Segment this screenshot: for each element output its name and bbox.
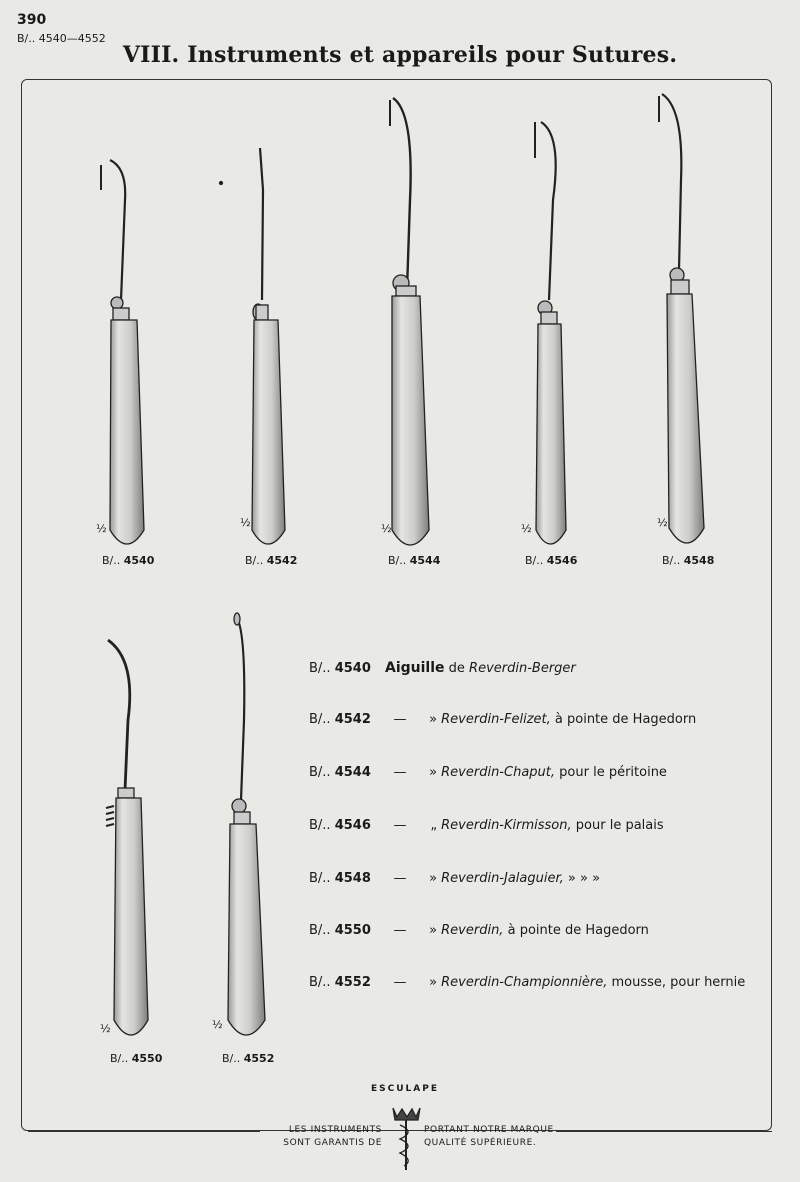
instrument-caption: B/.. 4548 (662, 554, 715, 567)
description-row: B/.. 4546 — „ Reverdin-Kirmisson, pour le palais (309, 818, 664, 833)
footer-rule-right (556, 1131, 772, 1132)
scale-marker: ½ (521, 522, 532, 535)
description-row: B/.. 4544 — » Reverdin-Chaput, pour le péritoine (309, 765, 667, 780)
instrument-caption: B/.. 4542 (245, 554, 298, 567)
scale-marker: ½ (240, 516, 251, 529)
footer-right-text: PORTANT NOTRE MARQUE QUALITÉ SUPÉRIEURE. (424, 1125, 554, 1148)
description-row: B/.. 4542 — » Reverdin-Felizet, à pointe de Hagedorn (309, 712, 697, 727)
catalog-range: B/.. 4540—4552 (17, 32, 106, 45)
needle-4552-illustration (228, 613, 265, 1035)
description-row: B/.. 4550 — » Reverdin, à pointe de Hagedorn (309, 923, 649, 938)
description-row: B/.. 4540 Aiguille de Reverdin-Berger (309, 660, 576, 676)
scale-marker: ½ (657, 516, 668, 529)
scale-marker: ½ (96, 522, 107, 535)
footer-rule-left (28, 1131, 260, 1132)
page-number: 390 (17, 12, 47, 28)
scale-marker: ½ (381, 522, 392, 535)
needle-4544-illustration (390, 98, 429, 545)
needle-4546-illustration (535, 122, 566, 544)
instrument-caption: B/.. 4540 (102, 554, 155, 567)
needle-4540-illustration (101, 160, 144, 544)
needle-4542-illustration (220, 148, 286, 544)
esculape-emblem-icon (393, 1108, 420, 1170)
description-row: B/.. 4548 — » Reverdin-Jalaguier, » » » (309, 871, 601, 886)
brand-name: ESCULAPE (371, 1084, 439, 1094)
instrument-caption: B/.. 4550 (110, 1052, 163, 1065)
instrument-caption: B/.. 4546 (525, 554, 578, 567)
needle-4550-illustration (106, 640, 148, 1035)
scale-marker: ½ (212, 1018, 223, 1031)
page-title: VIII. Instruments et appareils pour Sutures. (122, 42, 678, 68)
description-row: B/.. 4552 — » Reverdin-Championnière, mousse, pour hernie (309, 975, 746, 990)
footer-left-text: LES INSTRUMENTS SONT GARANTIS DE (283, 1125, 382, 1148)
scale-marker: ½ (100, 1022, 111, 1035)
instrument-caption: B/.. 4552 (222, 1052, 275, 1065)
needle-4548-illustration (659, 94, 704, 543)
instrument-caption: B/.. 4544 (388, 554, 441, 567)
